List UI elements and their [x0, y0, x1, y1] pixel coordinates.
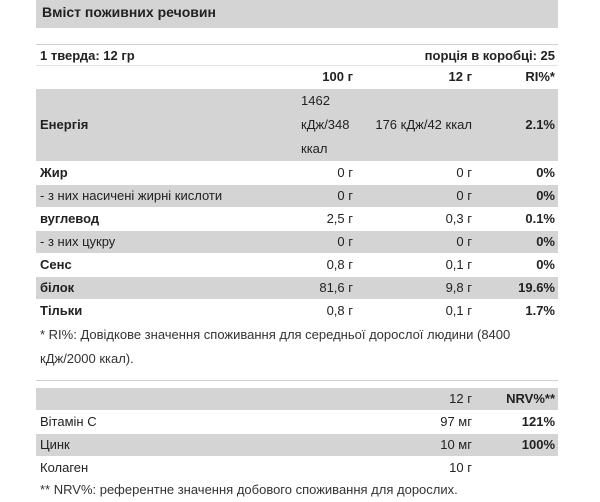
vitamin-value-12g: 10 г: [449, 460, 472, 475]
nutrient-ri: 0%: [536, 257, 555, 272]
serving-row: [36, 44, 558, 66]
section-divider: [36, 380, 558, 381]
nutrient-value-100g: 2,5 г: [326, 211, 353, 226]
nutrient-ri: 1.7%: [525, 303, 555, 318]
nutrient-label: Тільки: [40, 303, 83, 318]
nutrient-row: [36, 231, 558, 253]
nutrient-value-100g: 0,8 г: [326, 257, 353, 272]
energy-100g: 1462 кДж/348 ккал: [301, 93, 350, 156]
nutrient-label: білок: [40, 280, 75, 295]
vitamin-row: [36, 434, 558, 456]
servings-per-box: порція в коробці: 25: [424, 48, 555, 63]
nutrient-label: Жир: [40, 165, 68, 180]
nutrient-label: вуглевод: [40, 211, 100, 226]
vitamins-header-row: [36, 388, 558, 410]
energy-12g: 176 кДж/42 ккал: [375, 117, 472, 132]
nutrient-value-12g: 0 г: [456, 234, 472, 249]
vitamin-value-12g: 10 мг: [440, 437, 472, 452]
energy-label: Енергія: [40, 117, 89, 132]
vitamin-label: Цинк: [40, 437, 70, 452]
nutrient-row: [36, 254, 558, 276]
nutrient-row: [36, 162, 558, 184]
header-100g: 100 г: [322, 69, 353, 84]
nutrient-row: [36, 300, 558, 322]
nutrient-ri: 0.1%: [525, 211, 555, 226]
nutrient-value-100g: 0,8 г: [326, 303, 353, 318]
nutrient-row: [36, 208, 558, 230]
nutrient-value-12g: 0 г: [456, 188, 472, 203]
nutrient-value-100g: 0 г: [337, 165, 353, 180]
vitamin-label: Вітамін С: [40, 414, 97, 429]
energy-ri: 2.1%: [525, 117, 555, 132]
vitamin-nrv: 100%: [521, 437, 555, 452]
serving-size: 1 тверда: 12 гр: [40, 48, 135, 63]
vitamin-row: [36, 411, 558, 433]
nrv-footnote: ** NRV%: референтне значення добового споживання для дорослих.: [40, 482, 458, 497]
nutrient-value-12g: 0,1 г: [445, 303, 472, 318]
vitamin-value-12g: 97 мг: [440, 414, 472, 429]
nutrient-ri: 0%: [536, 165, 555, 180]
nutrient-ri: 0%: [536, 188, 555, 203]
header-12g: 12 г: [448, 69, 472, 84]
ri-footnote: * RI%: Довідкове значення споживання для середньої дорослої людини (8400 кДж/2000 ккал).: [40, 327, 511, 366]
vitamin-row: [36, 457, 558, 479]
nutrient-label: - з них цукру: [40, 234, 116, 249]
nutrient-label: - з них насичені жирні кислоти: [40, 188, 223, 203]
header-ri: RI%*: [525, 69, 555, 84]
vitamin-nrv: 121%: [521, 414, 555, 429]
panel-title: Вміст поживних речовин: [42, 4, 216, 20]
title-bar: [36, 0, 558, 28]
nutrient-row: [36, 185, 558, 207]
nutrient-ri: 19.6%: [518, 280, 555, 295]
nutrient-value-12g: 9,8 г: [445, 280, 472, 295]
nutrient-label: Сенс: [40, 257, 72, 272]
nutrient-value-12g: 0,3 г: [445, 211, 472, 226]
header-row: [36, 66, 558, 88]
nutrient-value-12g: 0 г: [456, 165, 472, 180]
vitamins-header-12g: 12 г: [449, 391, 472, 406]
nutrient-value-100g: 0 г: [337, 234, 353, 249]
nutrient-value-100g: 0 г: [337, 188, 353, 203]
nutrient-value-100g: 81,6 г: [319, 280, 353, 295]
energy-row: [36, 89, 558, 161]
nutrient-row: [36, 277, 558, 299]
vitamins-header-nrv: NRV%**: [506, 391, 555, 406]
vitamin-label: Колаген: [40, 460, 89, 475]
nutrient-value-12g: 0,1 г: [445, 257, 472, 272]
nutrient-ri: 0%: [536, 234, 555, 249]
